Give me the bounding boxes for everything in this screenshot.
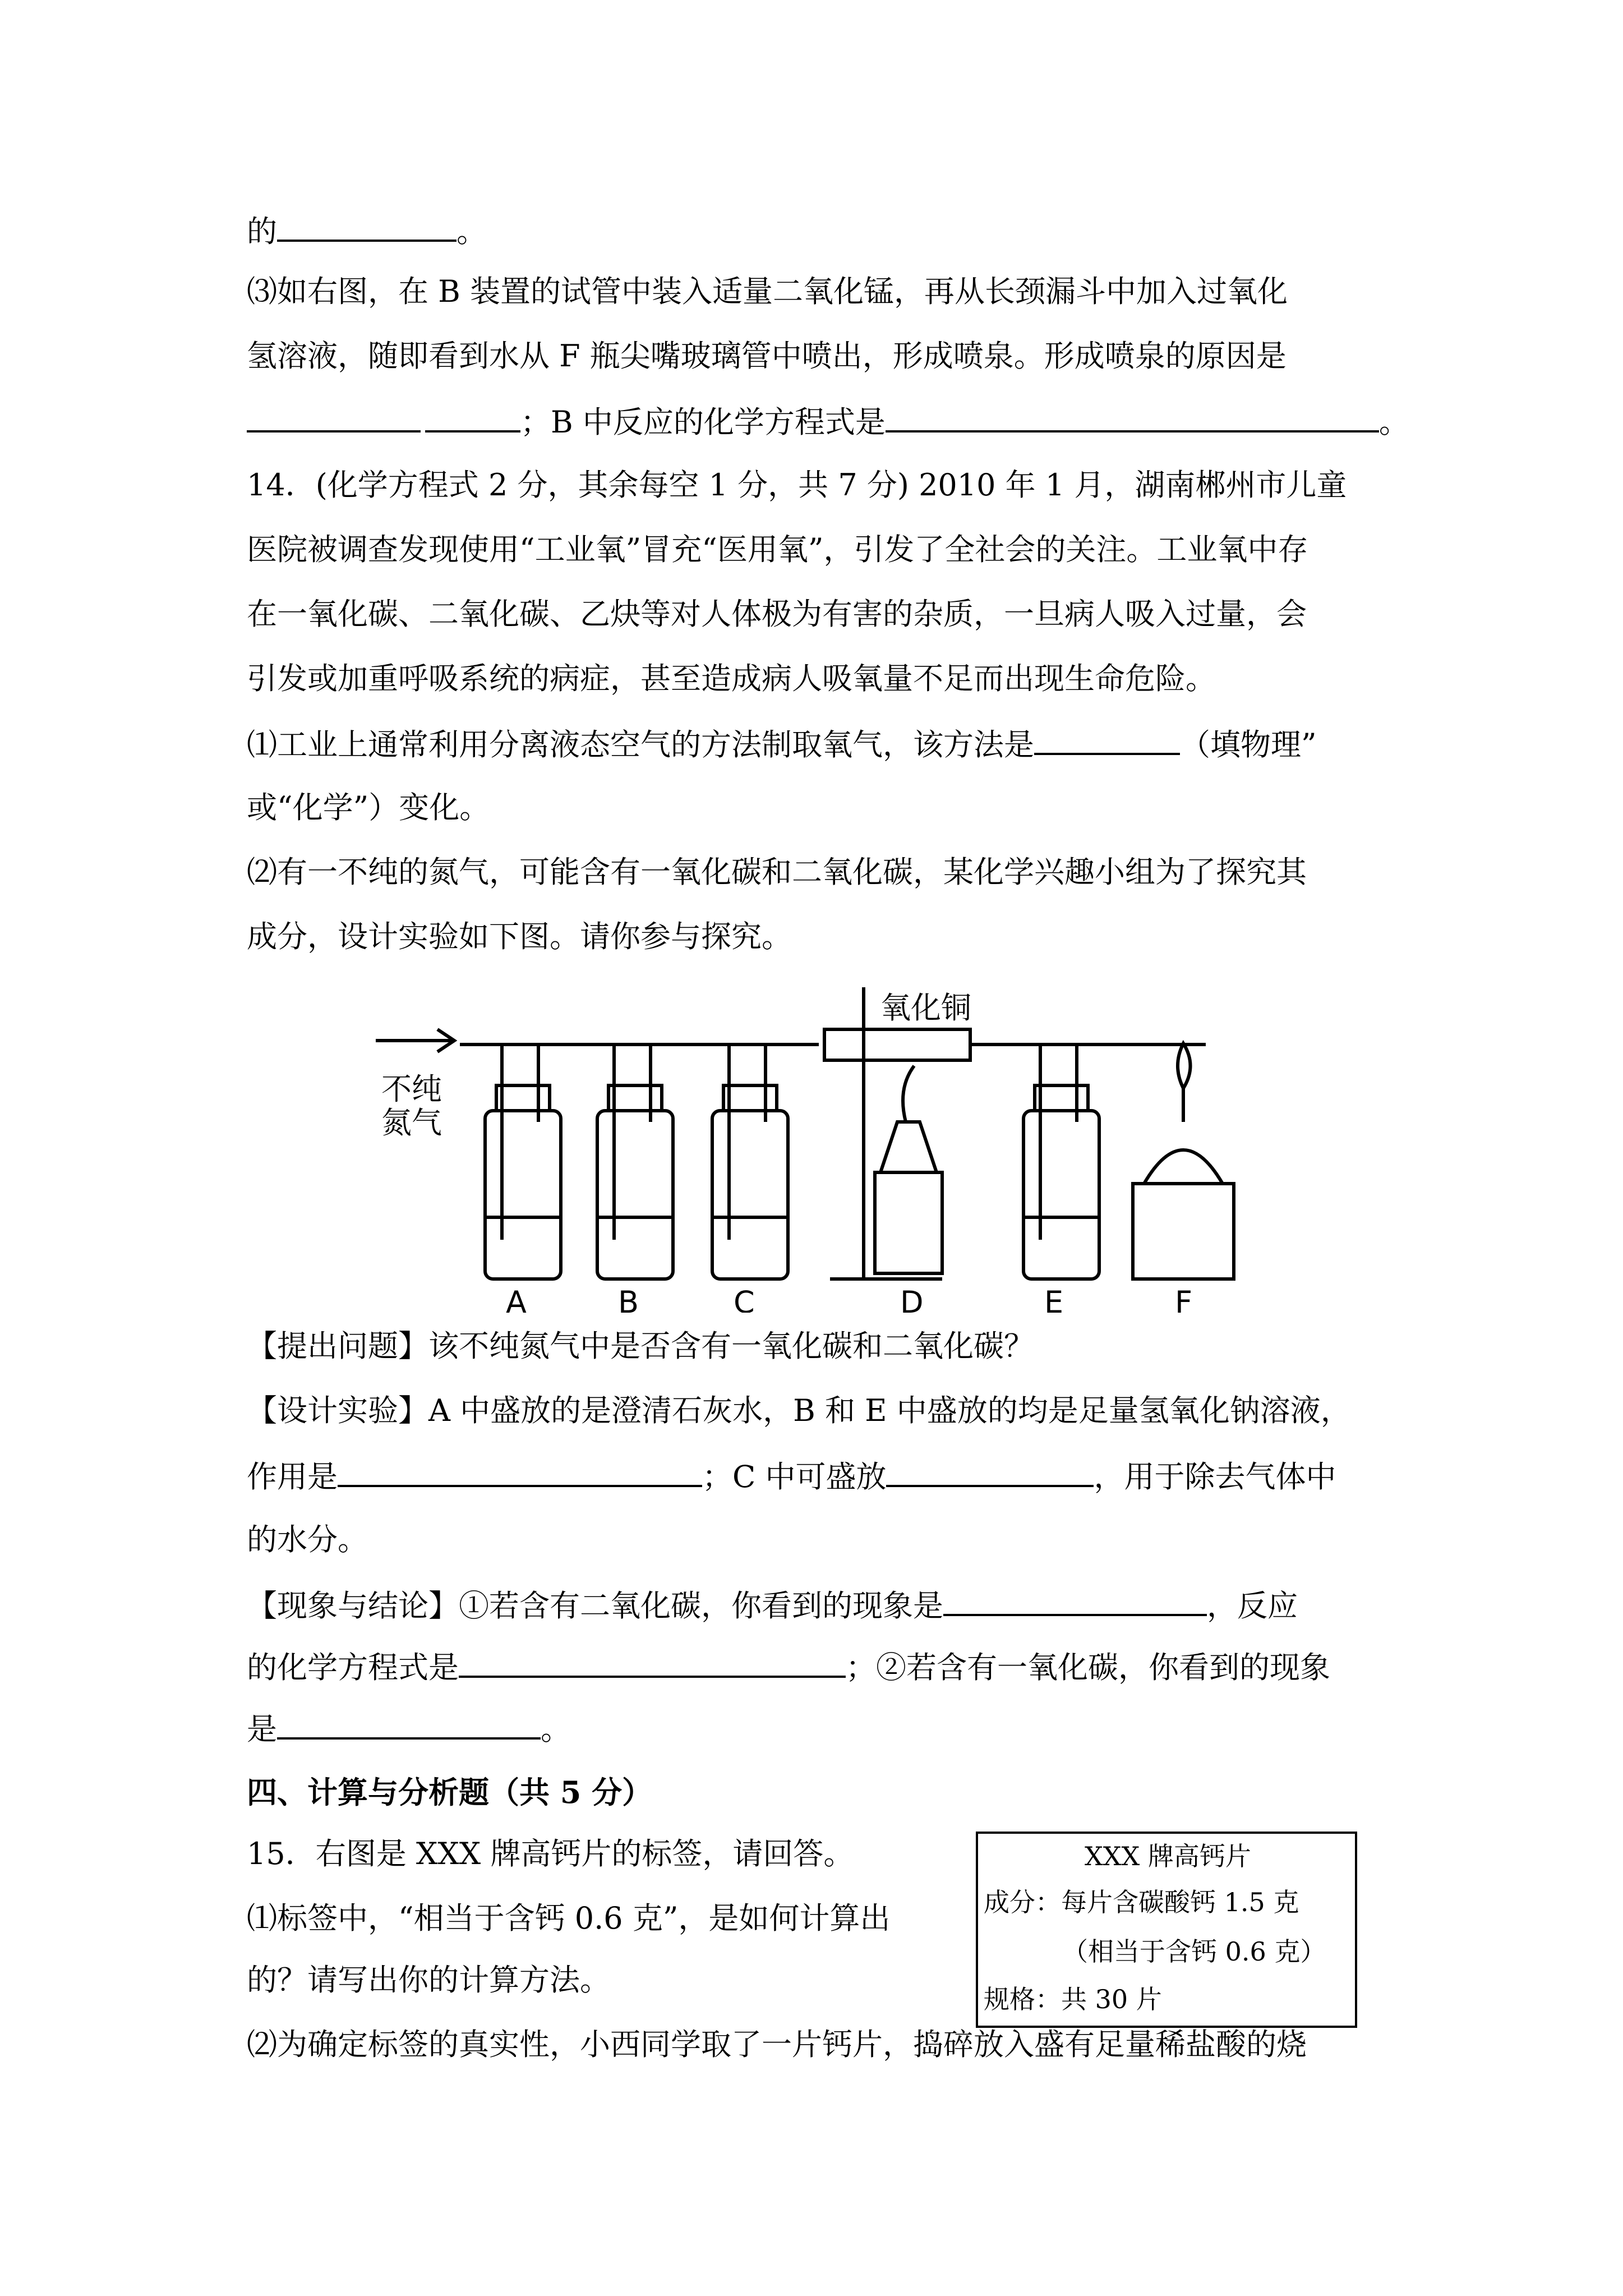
q15-line-3: 的？请写出你的计算方法。 — [247, 1962, 610, 1998]
label-e: E — [1044, 1285, 1064, 1313]
design-line-1: 【设计实验】A 中盛放的是澄清石灰水，B 和 E 中盛放的均是足量氢氧化钠溶液， — [247, 1393, 1351, 1428]
label-spec: 规格：共 30 片 — [984, 1984, 1162, 2014]
label-f: F — [1175, 1285, 1193, 1313]
line-1 — [247, 210, 487, 251]
text: ⑴工业上通常利用分离液态空气的方法制取氧气，该方法是 — [247, 727, 1034, 762]
bottle-e — [1023, 1045, 1099, 1279]
text: 【现象与结论】①若含有二氧化碳，你看到的现象是 — [247, 1588, 943, 1623]
design-line-2 — [247, 1456, 1336, 1497]
label-c: C — [734, 1285, 755, 1313]
gas-label-2: 氮气 — [381, 1105, 442, 1140]
answer-blank[interactable] — [886, 1456, 1094, 1487]
answer-blank[interactable] — [459, 1646, 846, 1678]
q14-line-4: 引发或加重呼吸系统的病症，甚至造成病人吸氧量不足而出现生命危险。 — [247, 661, 1216, 696]
design-line-3: 的水分。 — [247, 1522, 368, 1557]
text: ；C 中可盛放 — [702, 1459, 887, 1494]
answer-blank[interactable] — [490, 401, 520, 432]
label-title: XXX 牌高钙片 — [1085, 1841, 1251, 1871]
answer-blank[interactable] — [277, 1708, 541, 1740]
q15-line-2: ⑴标签中，“相当于含钙 0.6 克”，是如何计算出 — [247, 1901, 891, 1936]
line-4 — [247, 401, 1409, 442]
q14-part1-line-2: 或“化学”）变化。 — [247, 790, 490, 825]
text: 。 — [541, 1711, 571, 1747]
section-heading: 四、计算与分析题（共 5 分） — [247, 1774, 653, 1810]
observe-line-3 — [247, 1708, 571, 1749]
q14-part1-line — [247, 724, 1317, 765]
ask-line: 【提出问题】该不纯氮气中是否含有一氧化碳和二氧化碳？ — [247, 1328, 1034, 1364]
answer-blank[interactable] — [425, 401, 490, 432]
label-a: A — [506, 1285, 527, 1313]
label-b: B — [618, 1285, 639, 1313]
label-composition: 成分：每片含碳酸钙 1.5 克 — [984, 1887, 1299, 1917]
q14-line-1: 14．(化学方程式 2 分，其余每空 1 分，共 7 分) 2010 年 1 月，湖南郴州市儿童 — [247, 467, 1347, 503]
text: 。 — [457, 214, 487, 249]
text: ，反应 — [1207, 1588, 1298, 1623]
q14-part2-line-2: 成分，设计实验如下图。请你参与探究。 — [247, 919, 792, 954]
text: 作用是 — [247, 1459, 338, 1494]
apparatus-diagram — [359, 976, 1267, 1313]
stand-d — [824, 987, 970, 1279]
answer-blank[interactable] — [886, 401, 1379, 432]
q14-part2-line-1: ⑵有一不纯的氮气，可能含有一氧化碳和二氧化碳，某化学兴趣小组为了探究其 — [247, 854, 1307, 890]
answer-blank[interactable] — [1034, 724, 1180, 755]
q15-line-1: 15．右图是 XXX 牌高钙片的标签，请回答。 — [247, 1836, 854, 1871]
text: ，用于除去气体中 — [1094, 1459, 1336, 1494]
line-2: ⑶如右图，在 B 装置的试管中装入适量二氧化锰，再从长颈漏斗中加入过氧化 — [247, 274, 1288, 309]
gas-label-1: 不纯 — [381, 1071, 442, 1107]
bottle-b — [597, 1045, 673, 1279]
q14-line-3: 在一氧化碳、二氧化碳、乙炔等对人体极为有害的杂质，一旦病人吸入过量，会 — [247, 596, 1307, 632]
answer-blank[interactable] — [277, 210, 457, 242]
text: ；②若含有一氧化碳，你看到的现象 — [846, 1650, 1330, 1685]
q15-line-4: ⑵为确定标签的真实性，小西同学取了一片钙片，捣碎放入盛有足量稀盐酸的烧 — [247, 2027, 1307, 2062]
answer-blank[interactable] — [247, 401, 421, 432]
text: ；B 中反应的化学方程式是 — [520, 404, 886, 440]
lamp-f — [1133, 1043, 1234, 1279]
bottle-a — [485, 1045, 561, 1279]
bottle-c — [712, 1045, 788, 1279]
line-3: 氢溶液，随即看到水从 F 瓶尖嘴玻璃管中喷出，形成喷泉。形成喷泉的原因是 — [247, 338, 1287, 374]
observe-line-1 — [247, 1585, 1298, 1626]
calcium-tablet-label — [976, 1832, 1357, 2028]
text: 的化学方程式是 — [247, 1650, 459, 1685]
answer-blank[interactable] — [338, 1456, 702, 1487]
text: （填物理” — [1180, 727, 1317, 762]
answer-blank[interactable] — [943, 1585, 1207, 1616]
cuo-label: 氧化铜 — [880, 990, 971, 1025]
label-equivalent: （相当于含钙 0.6 克） — [1062, 1936, 1326, 1967]
q14-line-2: 医院被调查发现使用“工业氧”冒充“医用氧”，引发了全社会的关注。工业氧中存 — [247, 532, 1308, 567]
observe-line-2 — [247, 1646, 1330, 1687]
text: 的 — [247, 214, 277, 249]
text: 是 — [247, 1711, 277, 1747]
text: 。 — [1378, 404, 1409, 440]
label-d: D — [900, 1285, 924, 1313]
